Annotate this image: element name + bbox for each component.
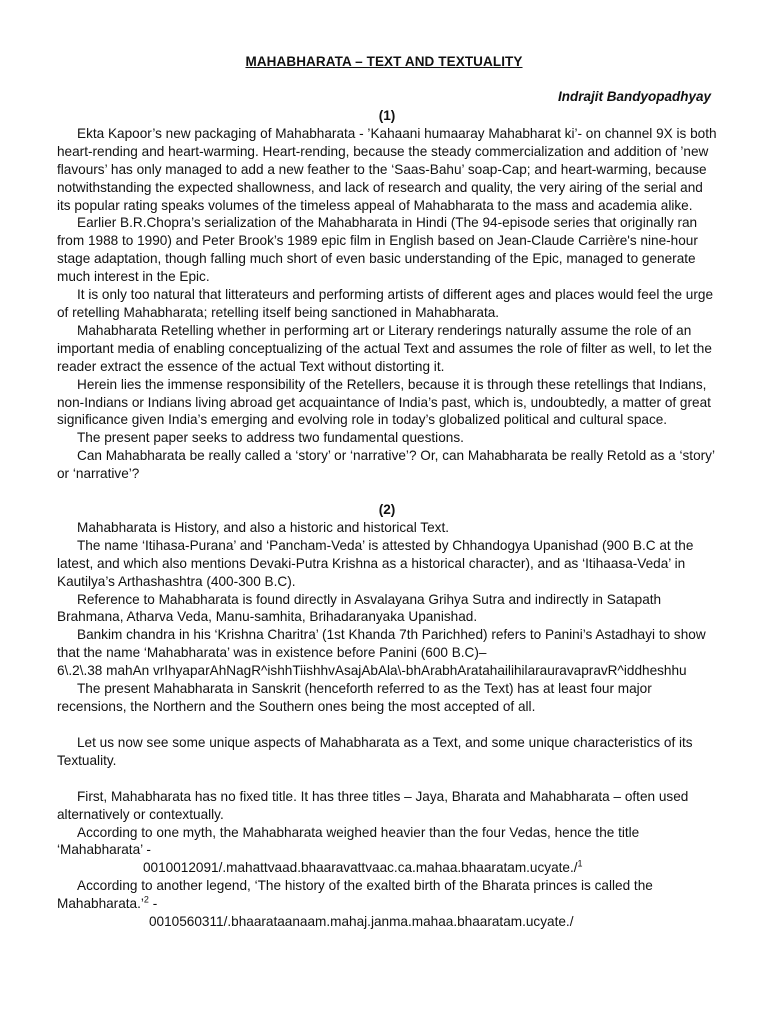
paragraph: The present paper seeks to address two fundamental questions. <box>77 430 464 446</box>
paragraph: According to one myth, the Mahabharata weighed heavier than the four Vedas, hence the title ‘Mahabharata’ - <box>57 824 640 858</box>
author-name: Indrajit Bandyopadhyay <box>557 89 711 104</box>
paragraph: Bankim chandra in his ‘Krishna Charitra’ (1st Khanda 7th Parichhed) refers to Panini’s Astadhayi to show that the name ‘Mahabharata’ was in existence before Panini (600 B.C)– <box>57 627 706 661</box>
spacer <box>57 770 717 788</box>
sanskrit-sutra-quote: 6\.2\.38 mahAn vrIhyaparAhNagR^ishhTiishhvAsajAbAla\-bhArabhAratahailihilarauravapravR^iddheshhu <box>57 663 687 679</box>
footnote-marker[interactable]: 1 <box>577 858 583 869</box>
spacer <box>57 483 717 501</box>
verse-text: 0010012091/.mahattvaad.bhaaravattvaac.ca.mahaa.bhaaratam.ucyate./ <box>143 860 578 876</box>
section-heading-2: (2) <box>378 502 396 518</box>
paragraph: Reference to Mahabharata is found directly in Asvalayana Grihya Sutra and indirectly in Satapath Brahmana, Atharva Veda, Manu-samhita, Brihadaranyaka Upanishad. <box>57 591 662 625</box>
paragraph: First, Mahabharata has no fixed title. It has three titles – Jaya, Bharata and Mahabharata – often used alternatively or contextually. <box>57 788 689 822</box>
paragraph: Mahabharata Retelling whether in performing art or Literary renderings naturally assume the role of an important media of enabling conceptualizing of the actual Text and assumes the role of filter as well, to let the reader extract the essence of the actual Text without distorting it. <box>57 322 712 374</box>
sanskrit-verse-2: 0010560311/.bhaarataanaam.mahaj.janma.mahaa.bhaaratam.ucyate./ <box>149 914 574 930</box>
document-title: MAHABHARATA – TEXT AND TEXTUALITY <box>245 54 523 69</box>
document-body <box>57 107 717 931</box>
spacer <box>57 716 717 734</box>
legend-text: According to another legend, ‘The history of the exalted birth of the Bharata princes is called the Mahabharata.’ <box>57 878 653 912</box>
paragraph <box>57 877 717 913</box>
section-heading-1: (1) <box>378 108 396 123</box>
paragraph: The name ‘Itihasa-Purana’ and ‘Pancham-Veda’ is attested by Chhandogya Upanishad (900 B.C at the latest, and which also mentions Devaki-Putra Krishna as a historical character), and as ‘Itihaasa-Veda’ in Kautilya’s Arthashashtra (400-300 B.C). <box>57 537 694 589</box>
paragraph: Let us now see some unique aspects of Mahabharata as a Text, and some unique characteristics of its Textuality. <box>57 734 693 768</box>
legend-tail: - <box>148 896 158 912</box>
sanskrit-verse-1 <box>57 859 717 877</box>
paragraph: It is only too natural that litterateurs and performing artists of different ages and places would feel the urge of retelling Mahabharata; retelling itself being sanctioned in Mahabharata. <box>57 287 713 320</box>
paragraph: Herein lies the immense responsibility of the Retellers, because it is through these retellings that Indians, non-Indians or Indians living abroad get acquaintance of India’s past, which is, undoubtedly, a matter of great significance given India’s emerging and evolving role in today’s globalized political and cultural space. <box>57 376 711 428</box>
paragraph: Mahabharata is History, and also a historic and historical Text. <box>77 519 449 535</box>
paragraph: Can Mahabharata be really called a ‘story’ or ‘narrative’? Or, can Mahabharata be really Retold as a ‘story’ or ‘narrative’? <box>57 448 715 482</box>
footnote-marker[interactable]: 2 <box>143 894 149 905</box>
paragraph: Earlier B.R.Chopra’s serialization of the Mahabharata in Hindi (The 94-episode series that originally ran from 1988 to 1990) and Peter Brook’s 1989 epic film in English based on Jean-Claude Carrière's nine-hour stage adaptation, though falling much short of even basic understanding of the Epic, managed to generate much interest in the Epic. <box>57 215 698 285</box>
paragraph: Ekta Kapoor’s new packaging of Mahabharata - ’Kahaani humaaray Mahabharat ki’- on channel 9X is both heart-rending and heart-warming. Heart-rending, because the steady commercialization and addition of ’new flavours’ has only managed to add a new feather to the ‘Saas-Bahu’ soap-Cap; and heart-warming, because notwithstanding the expected shallowness, and lack of research and quality, the very airing of the serial and its popular rating speaks volumes of the timeless appeal of Mahabharata to the mass and academia alike. <box>57 125 717 213</box>
paragraph: The present Mahabharata in Sanskrit (henceforth referred to as the Text) has at least four major recensions, the Northern and the Southern ones being the most accepted of all. <box>57 681 652 714</box>
